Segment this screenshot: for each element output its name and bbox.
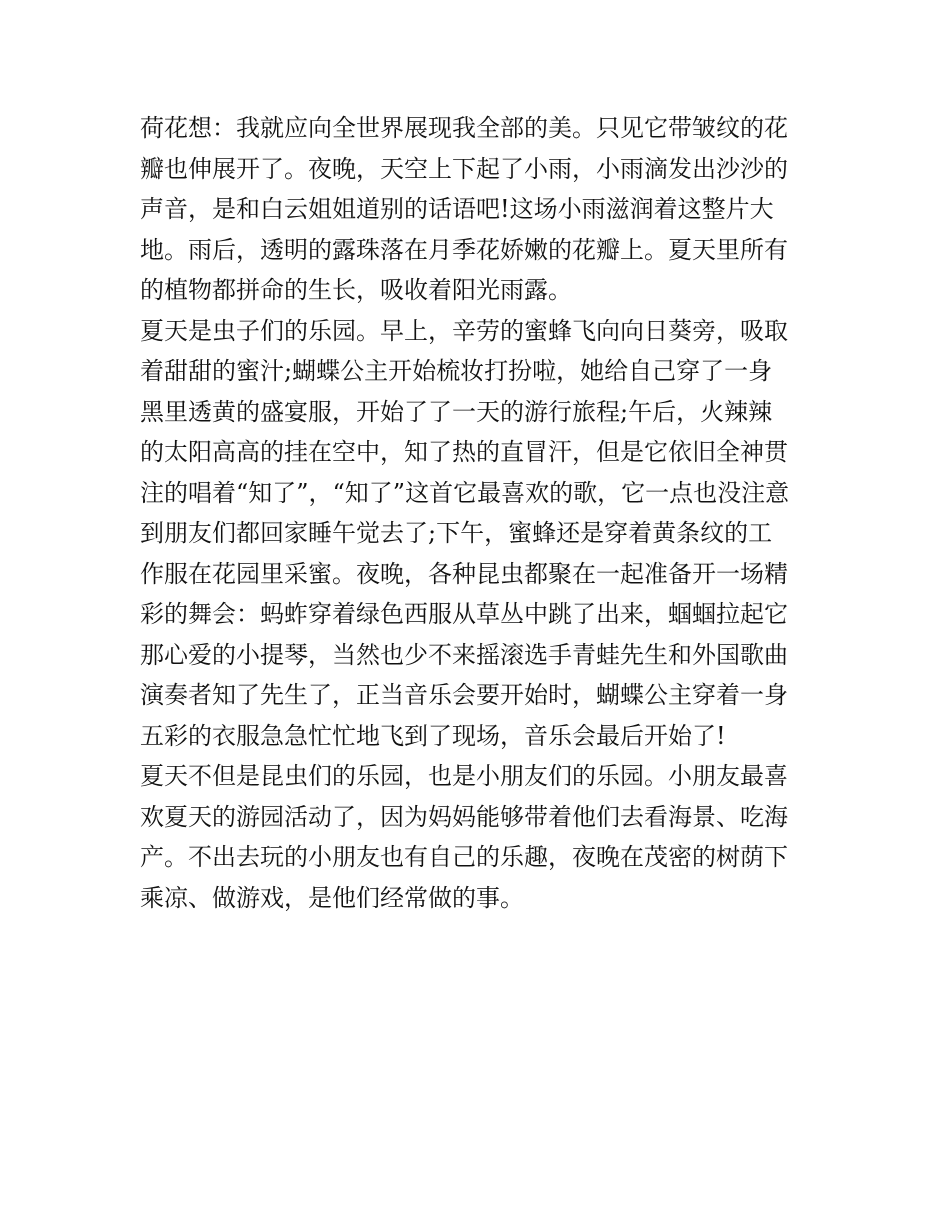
text-line: 夏天是虫子们的乐园。早上，辛劳的蜜蜂飞向向日葵旁，吸取 [140, 316, 788, 345]
text-line: 那心爱的小提琴，当然也少不来摇滚选手青蛙先生和外国歌曲 [140, 640, 788, 669]
text-line: 产。不出去玩的小朋友也有自己的乐趣，夜晚在茂密的树荫下 [140, 843, 788, 871]
text-line: 欢夏天的游园活动了，因为妈妈能够带着他们去看海景、吃海 [140, 802, 788, 831]
text-line: 演奏者知了先生了，正当音乐会要开始时，蝴蝶公主穿着一身 [140, 681, 788, 709]
body-text [140, 108, 820, 918]
text-line: 到朋友们都回家睡午觉去了;下午，蜜蜂还是穿着黄条纹的工 [140, 519, 773, 547]
text-line: 彩的舞会：蚂蚱穿着绿色西服从草丛中跳了出来，蝈蝈拉起它 [140, 600, 788, 628]
text-line: 注的唱着“知了”，“知了”这首它最喜欢的歌，它一点也没注意 [140, 478, 790, 507]
text-line: 的植物都拼命的生长，吸收着阳光雨露。 [140, 276, 572, 304]
text-line: 的太阳高高的挂在空中，知了热的直冒汗，但是它依旧全神贯 [140, 438, 788, 466]
text-line: 乘凉、做游戏，是他们经常做的事。 [140, 883, 524, 912]
text-line: 黑里透黄的盛宴服，开始了了一天的游行旅程;午后，火辣辣 [140, 397, 773, 426]
text-line: 着甜甜的蜜汁;蝴蝶公主开始梳妆打扮啦，她给自己穿了一身 [140, 357, 773, 385]
text-line: 瓣也伸展开了。夜晚，天空上下起了小雨，小雨滴发出沙沙的 [140, 154, 788, 183]
text-line: 声音，是和白云姐姐道别的话语吧!这场小雨滋润着这整片大 [140, 195, 774, 223]
text-line: 五彩的衣服急急忙忙地飞到了现场，音乐会最后开始了! [140, 721, 726, 750]
text-line: 夏天不但是昆虫们的乐园，也是小朋友们的乐园。小朋友最喜 [140, 762, 788, 790]
text-line: 作服在花园里采蜜。夜晚，各种昆虫都聚在一起准备开一场精 [140, 559, 788, 588]
text-line: 地。雨后，透明的露珠落在月季花娇嫩的花瓣上。夏天里所有 [140, 235, 788, 264]
text-line: 荷花想：我就应向全世界展现我全部的美。只见它带皱纹的花 [140, 114, 788, 142]
